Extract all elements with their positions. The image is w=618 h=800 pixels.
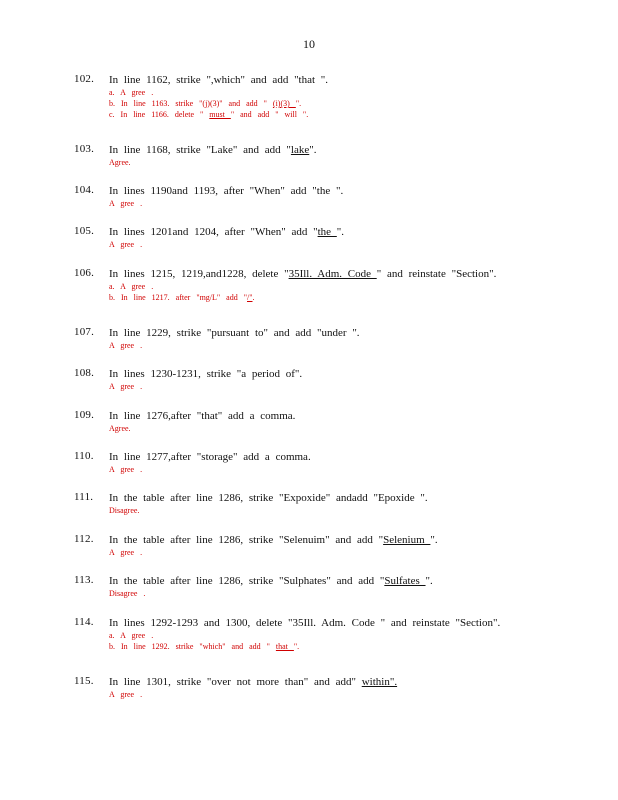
response-pre: A gree .: [109, 690, 143, 699]
amendment-item: [74, 675, 397, 700]
item-content: [109, 675, 397, 700]
response-underlined: /": [247, 293, 253, 302]
response-pre: Agree.: [109, 424, 131, 433]
amendment-item: [74, 367, 302, 392]
instruction-line: In lines 1230-1231, strike "a period of".: [109, 368, 303, 380]
response-pre: A gree .: [109, 382, 143, 391]
instruction-text: [109, 409, 295, 423]
amendment-item: [74, 326, 360, 351]
instruction-pre: In line 1301, strike "over not more than" and add": [109, 676, 362, 688]
item-number: 107.: [74, 326, 95, 338]
response-line: [109, 641, 500, 652]
instruction-underlined: Sulfates: [384, 575, 426, 587]
instruction-text: [109, 367, 302, 381]
item-number: 111.: [74, 491, 94, 503]
response-line: [109, 109, 328, 120]
instruction-pre: In lines 1201and 1204, after "When" add ": [109, 226, 318, 238]
response-line: [109, 689, 397, 700]
instruction-text: [109, 184, 343, 198]
amendment-item: [74, 143, 317, 168]
item-number: 114.: [74, 616, 94, 628]
page-number: 10: [303, 37, 315, 51]
item-number: 106.: [74, 267, 95, 279]
response-line: [109, 381, 302, 392]
response-pre: a. A gree .: [109, 282, 154, 291]
item-number: 102.: [74, 73, 95, 85]
response-pre: Agree.: [109, 158, 131, 167]
amendment-item: [74, 491, 428, 516]
amendment-item: [74, 616, 500, 652]
response-pre: Disagree .: [109, 589, 146, 598]
response-line: [109, 630, 500, 641]
amendment-item: [74, 574, 433, 599]
instruction-line: In line 1162, strike ",which" and add "that ".: [109, 74, 329, 86]
instruction-underlined: Selenium: [383, 534, 431, 546]
response-pre: c. In line 1166. delete ": [109, 110, 210, 119]
response-underlined: must: [209, 110, 231, 119]
item-content: [109, 267, 496, 303]
instruction-pre: In line 1168, strike "Lake" and add ": [109, 144, 291, 156]
item-number: 105.: [74, 225, 95, 237]
response-line: [109, 423, 295, 434]
response-line: [109, 505, 428, 516]
instruction-underlined: the: [317, 226, 337, 238]
instruction-text: [109, 574, 433, 588]
instruction-post: ".: [425, 575, 433, 587]
response-pre: a. A gree .: [109, 631, 154, 640]
response-pre: A gree .: [109, 240, 143, 249]
item-number: 115.: [74, 675, 94, 687]
item-content: [109, 533, 438, 558]
instruction-post: ".: [336, 226, 345, 238]
instruction-pre: In the table after line 1286, strike "Selenuim" and add ": [109, 534, 384, 546]
item-content: [109, 73, 328, 120]
instruction-text: [109, 450, 311, 464]
instruction-line: In line 1229, strike "pursuant to" and add "under ".: [109, 327, 360, 339]
amendment-item: [74, 450, 311, 475]
instruction-line: In lines 1190and 1193, after "When" add "the ".: [109, 185, 344, 197]
item-content: [109, 367, 302, 392]
instruction-text: [109, 326, 360, 340]
item-number: 104.: [74, 184, 95, 196]
item-content: [109, 143, 317, 168]
response-pre: b. In line 1217. after "mg/L" add ": [109, 293, 247, 302]
amendment-item: [74, 267, 496, 303]
response-line: [109, 340, 360, 351]
instruction-underlined: within".: [361, 676, 398, 688]
instruction-text: [109, 533, 438, 547]
instruction-post: ".: [309, 144, 317, 156]
item-content: [109, 450, 311, 475]
response-line: [109, 281, 496, 292]
amendment-item: [74, 533, 438, 558]
response-line: [109, 547, 438, 558]
instruction-line: In line 1277,after "storage" add a comma.: [109, 451, 311, 463]
response-post: .: [252, 293, 255, 302]
item-content: [109, 409, 295, 434]
response-line: [109, 464, 311, 475]
response-line: [109, 157, 317, 168]
response-post: " and add " will ".: [230, 110, 309, 119]
response-line: [109, 292, 496, 303]
response-line: [109, 87, 328, 98]
instruction-text: [109, 616, 500, 630]
amendment-item: [74, 184, 343, 209]
instruction-text: [109, 491, 428, 505]
response-line: [109, 239, 344, 250]
response-pre: A gree .: [109, 465, 143, 474]
response-post: ".: [293, 642, 300, 651]
response-underlined: (i)(3): [272, 99, 296, 108]
response-line: [109, 98, 328, 109]
response-line: [109, 588, 433, 599]
item-content: [109, 225, 344, 250]
instruction-underlined: 35Ill. Adm. Code: [288, 268, 377, 280]
item-number: 112.: [74, 533, 94, 545]
item-number: 109.: [74, 409, 95, 421]
item-content: [109, 574, 433, 599]
response-post: ".: [295, 99, 302, 108]
item-number: 108.: [74, 367, 95, 379]
response-pre: a. A gree .: [109, 88, 154, 97]
response-pre: b. In line 1292. strike "which" and add ": [109, 642, 276, 651]
item-content: [109, 184, 343, 209]
instruction-text: [109, 225, 344, 239]
instruction-text: [109, 267, 496, 281]
instruction-text: [109, 675, 397, 689]
instruction-underlined: lake: [290, 144, 310, 156]
amendment-item: [74, 409, 295, 434]
response-line: [109, 198, 343, 209]
item-content: [109, 491, 428, 516]
item-number: 110.: [74, 450, 94, 462]
instruction-line: In the table after line 1286, strike "Expoxide" andadd "Epoxide ".: [109, 492, 428, 504]
amendment-item: [74, 225, 344, 250]
response-pre: b. In line 1163. strike "(j)(3)" and add ": [109, 99, 273, 108]
item-number: 103.: [74, 143, 95, 155]
response-pre: Disagree.: [109, 506, 140, 515]
item-number: 113.: [74, 574, 94, 586]
instruction-post: " and reinstate "Section".: [376, 268, 497, 280]
instruction-text: [109, 73, 328, 87]
instruction-line: In lines 1292-1293 and 1300, delete "35Ill. Adm. Code " and reinstate "Section".: [109, 617, 501, 629]
amendment-item: [74, 73, 328, 120]
item-content: [109, 616, 500, 652]
instruction-post: ".: [430, 534, 438, 546]
instruction-line: In line 1276,after "that" add a comma.: [109, 410, 296, 422]
item-content: [109, 326, 360, 351]
instruction-pre: In the table after line 1286, strike "Sulphates" and add ": [109, 575, 385, 587]
response-pre: A gree .: [109, 548, 143, 557]
instruction-pre: In lines 1215, 1219,and1228, delete ": [109, 268, 289, 280]
response-pre: A gree .: [109, 341, 143, 350]
response-pre: A gree .: [109, 199, 143, 208]
response-underlined: that: [275, 642, 294, 651]
instruction-text: [109, 143, 317, 157]
